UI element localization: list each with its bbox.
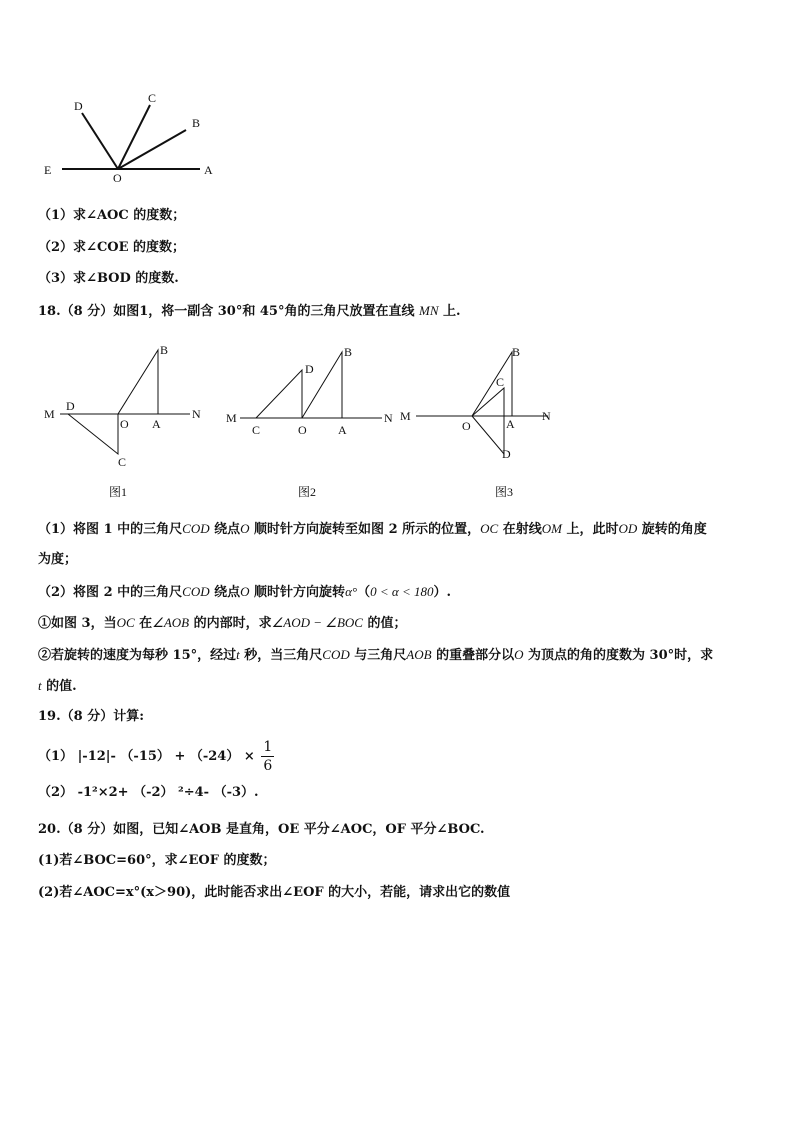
q18-part2-line2-var-t: t [38, 678, 42, 693]
q18-sub2-text-e: ）. [433, 585, 452, 600]
fig1-label-D: D [66, 399, 75, 413]
fig1-caption: 图1 [109, 485, 128, 499]
fig2-label-O: O [298, 423, 307, 437]
q20-sub1: (1)若∠BOC=60°，求∠EOF 的度数； [38, 853, 276, 868]
q18-sub1-var-oc: OC [480, 521, 499, 536]
q18-part2-text-d: 的重叠部分以 [431, 648, 515, 663]
q18-part2-var-o: O [514, 647, 524, 662]
fig3-label-A: A [506, 417, 515, 431]
q18-sub2-var-alpha: α° [345, 584, 358, 599]
q19-fraction-numerator: 1 [263, 739, 273, 755]
q18-part1-var-oc: OC [116, 615, 135, 630]
triangle-AOB [472, 352, 512, 416]
fig3-caption: 图3 [495, 485, 514, 499]
label-E: E [44, 163, 52, 177]
q19-sub1 [38, 738, 274, 775]
q18-part1 [38, 615, 406, 632]
triangle-COD [68, 414, 118, 454]
triangle-figure-2 [222, 342, 402, 442]
label-C: C [148, 91, 157, 105]
q18-part1-text-a: ①如图 3，当 [38, 616, 117, 631]
q18-part2-var-cod: COD [322, 647, 350, 662]
fig1-label-B: B [160, 343, 169, 357]
q19-stem: 19.（8 分）计算: [38, 709, 144, 724]
q18-sub1-text-c: 顺时针方向旋转至如图 2 所示的位置， [249, 522, 481, 537]
fig3-label-C: C [496, 375, 505, 389]
fig3-label-D: D [502, 447, 511, 461]
q18-sub1-text-f: 旋转的角度 [637, 522, 707, 537]
fig1-label-O: O [120, 417, 129, 431]
q18-sub1-text-d: 在射线 [498, 522, 542, 537]
fig2-label-M: M [226, 411, 237, 425]
fig1-label-M: M [44, 407, 55, 421]
q18-part2-line2 [38, 678, 77, 695]
q18-part2-var-t: t [236, 647, 240, 662]
q18-sub2-var-o: O [240, 584, 250, 599]
q18-sub2-var-range: 0 < α < 180 [370, 584, 434, 599]
q18-stem [38, 303, 461, 320]
q18-part2-var-aob: AOB [406, 647, 432, 662]
q18-sub1 [38, 521, 707, 538]
q20-stem: 20.（8 分）如图，已知∠AOB 是直角，OE 平分∠AOC，OF 平分∠BOC. [38, 822, 485, 837]
fig1-label-A: A [152, 417, 161, 431]
q19-sub1-text: （1） |-12|- （-15） + （-24） × [38, 749, 255, 764]
q20-sub2: (2)若∠AOC=x°(x＞90)，此时能否求出∠EOF 的大小，若能，请求出它的数值 [38, 885, 511, 900]
label-O: O [113, 171, 122, 185]
label-D: D [74, 99, 83, 113]
fig1-label-N: N [192, 407, 201, 421]
q18-sub1-text-e: 上，此时 [561, 522, 619, 537]
q18-sub1-text-a: （1）将图 1 中的三角尺 [38, 522, 183, 537]
label-B: B [192, 116, 201, 130]
angle-figure-q17 [40, 88, 240, 188]
triangle-figure-1 [40, 342, 210, 472]
fig2-label-D: D [305, 362, 314, 376]
fig2-caption: 图2 [298, 485, 317, 499]
q18-part2 [38, 647, 713, 664]
q18-part2-text-c: 与三角尺 [349, 648, 407, 663]
q18-sub2-text-a: （2）将图 2 中的三角尺 [38, 585, 183, 600]
fig2-label-C: C [252, 423, 261, 437]
q17-sub3: （3）求∠BOD 的度数. [38, 271, 179, 286]
fig2-label-A: A [338, 423, 347, 437]
q18-part2-line2-text: 的值. [41, 679, 77, 694]
q18-part2-text-b: 秒，当三角尺 [239, 648, 323, 663]
q18-sub1-var-cod: COD [182, 521, 210, 536]
q18-sub2-var-cod: COD [182, 584, 210, 599]
fig3-label-B: B [512, 345, 521, 359]
ray-OD [82, 113, 118, 169]
q19-fraction-denominator: 6 [263, 758, 273, 774]
q18-sub2 [38, 584, 451, 601]
q18-sub1-line2: 为度； [38, 552, 78, 567]
triangle-COD [256, 370, 302, 418]
fig2-label-N: N [384, 411, 393, 425]
q18-part1-text-c: 的内部时，求 [189, 616, 272, 631]
triangle-AOB [118, 350, 158, 414]
q18-sub1-var-o: O [240, 521, 250, 536]
q18-part1-text-b: 在 [134, 616, 153, 631]
q18-part2-text-e: 为顶点的角的度数为 30°时，求 [523, 648, 714, 663]
q18-part1-var-aob: ∠AOB [152, 615, 190, 630]
q19-sub2: （2） -1²×2+ （-2） ²÷4- （-3）. [38, 785, 259, 800]
q17-sub1: （1）求∠AOC 的度数； [38, 208, 186, 223]
q19-fraction [261, 738, 274, 775]
triangle-figure-3 [396, 342, 566, 467]
q18-part1-var-expr: ∠AOD − ∠BOC [271, 615, 363, 630]
fig1-label-C: C [118, 455, 127, 469]
q18-part1-text-d: 的值； [362, 616, 407, 631]
q18-sub2-text-b: 绕点 [209, 585, 241, 600]
q18-stem-var: MN [419, 303, 439, 318]
q18-sub1-var-om: OM [541, 521, 562, 536]
fig2-label-B: B [344, 345, 353, 359]
label-A: A [204, 163, 213, 177]
q17-sub2: （2）求∠COE 的度数； [38, 240, 186, 255]
q18-stem-prefix: 18.（8 分）如图1，将一副含 30°和 45°角的三角尺放置在直线 [38, 304, 419, 319]
q18-sub1-text-b: 绕点 [209, 522, 241, 537]
fig3-label-N: N [542, 409, 551, 423]
q18-part2-text-a: ②若旋转的速度为每秒 15°，经过 [38, 648, 237, 663]
fig3-label-O: O [462, 419, 471, 433]
q18-sub1-var-od: OD [618, 521, 638, 536]
q18-sub2-text-d: （ [357, 585, 371, 600]
fig3-label-M: M [400, 409, 411, 423]
q18-stem-suffix: 上. [438, 304, 461, 319]
q18-sub2-text-c: 顺时针方向旋转 [249, 585, 346, 600]
triangle-COD [472, 388, 504, 454]
